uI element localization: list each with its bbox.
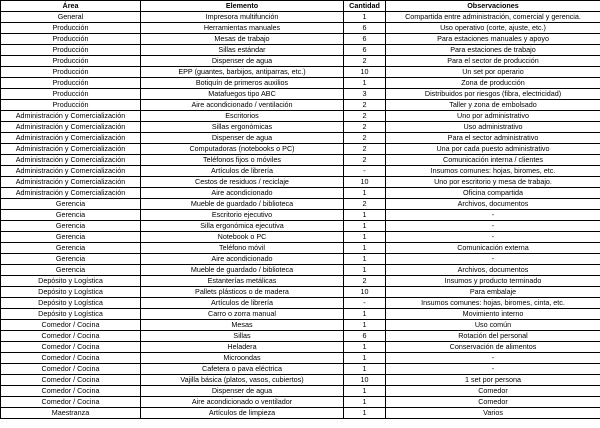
cell-observaciones: - (386, 364, 600, 375)
cell-cantidad: 10 (344, 287, 386, 298)
table-row (1, 210, 600, 221)
cell-cantidad: 2 (344, 133, 386, 144)
cell-area: Producción (1, 67, 141, 78)
cell-elemento: Artículos de limpieza (141, 408, 344, 419)
cell-cantidad: 10 (344, 67, 386, 78)
cell-area: Maestranza (1, 408, 141, 419)
cell-cantidad: 1 (344, 342, 386, 353)
cell-elemento: Pallets plásticos o de madera (141, 287, 344, 298)
cell-cantidad: 2 (344, 111, 386, 122)
cell-observaciones: Uno por escritorio y mesa de trabajo. (386, 177, 600, 188)
cell-area: Producción (1, 56, 141, 67)
cell-elemento: Escritorios (141, 111, 344, 122)
table-row (1, 254, 600, 265)
cell-observaciones: Compartida entre administración, comercial y gerencia. (386, 12, 600, 23)
cell-observaciones: Comunicación externa (386, 243, 600, 254)
table-row (1, 342, 600, 353)
cell-observaciones: Comedor (386, 386, 600, 397)
cell-observaciones: Una por cada puesto administrativo (386, 144, 600, 155)
cell-cantidad: - (344, 166, 386, 177)
cell-cantidad: 6 (344, 23, 386, 34)
table-row (1, 111, 600, 122)
cell-area: Gerencia (1, 265, 141, 276)
cell-elemento: Escritorio ejecutivo (141, 210, 344, 221)
cell-elemento: Heladera (141, 342, 344, 353)
cell-observaciones: Para estaciones de trabajo (386, 45, 600, 56)
cell-observaciones: - (386, 353, 600, 364)
cell-elemento: Artículos de librería (141, 298, 344, 309)
cell-observaciones: Movimiento interno (386, 309, 600, 320)
cell-cantidad: 3 (344, 89, 386, 100)
header-observaciones: Observaciones (386, 1, 600, 12)
cell-area: Depósito y Logística (1, 276, 141, 287)
cell-observaciones: Para el sector de producción (386, 56, 600, 67)
table-body (1, 12, 600, 419)
cell-elemento: Dispenser de agua (141, 56, 344, 67)
cell-observaciones: Uno por administrativo (386, 111, 600, 122)
cell-area: Gerencia (1, 221, 141, 232)
cell-elemento: Herramientas manuales (141, 23, 344, 34)
table-row (1, 100, 600, 111)
cell-cantidad: 1 (344, 221, 386, 232)
table-row (1, 199, 600, 210)
cell-area: Administración y Comercialización (1, 111, 141, 122)
cell-area: Depósito y Logística (1, 298, 141, 309)
cell-elemento: Carro o zorra manual (141, 309, 344, 320)
cell-cantidad: 1 (344, 353, 386, 364)
cell-area: Comedor / Cocina (1, 353, 141, 364)
cell-elemento: Silla ergonómica ejecutiva (141, 221, 344, 232)
table-header (1, 1, 600, 12)
cell-area: Administración y Comercialización (1, 166, 141, 177)
table-row (1, 56, 600, 67)
cell-cantidad: 1 (344, 232, 386, 243)
cell-cantidad: 10 (344, 177, 386, 188)
cell-observaciones: Comedor (386, 397, 600, 408)
cell-area: Comedor / Cocina (1, 397, 141, 408)
cell-observaciones: Rotación del personal (386, 331, 600, 342)
cell-observaciones: Uso operativo (corte, ajuste, etc.) (386, 23, 600, 34)
cell-area: Producción (1, 23, 141, 34)
cell-elemento: Cafetera o pava eléctrica (141, 364, 344, 375)
table-row (1, 386, 600, 397)
cell-elemento: EPP (guantes, barbijos, antiparras, etc.) (141, 67, 344, 78)
cell-cantidad: 1 (344, 12, 386, 23)
cell-cantidad: 2 (344, 276, 386, 287)
cell-elemento: Dispenser de agua (141, 386, 344, 397)
cell-area: Comedor / Cocina (1, 386, 141, 397)
header-cantidad: Cantidad (344, 1, 386, 12)
cell-cantidad: 2 (344, 56, 386, 67)
cell-elemento: Dispenser de agua (141, 133, 344, 144)
cell-elemento: Aire acondicionado / ventilación (141, 100, 344, 111)
table-row (1, 287, 600, 298)
cell-observaciones: Para embalaje (386, 287, 600, 298)
table-row (1, 265, 600, 276)
table-row (1, 45, 600, 56)
cell-cantidad: 2 (344, 122, 386, 133)
cell-elemento: Estanterías metálicas (141, 276, 344, 287)
cell-cantidad: 1 (344, 320, 386, 331)
table-row (1, 320, 600, 331)
table-row (1, 309, 600, 320)
cell-cantidad: 1 (344, 188, 386, 199)
cell-observaciones: - (386, 232, 600, 243)
cell-area: Depósito y Logística (1, 309, 141, 320)
cell-area: Producción (1, 100, 141, 111)
table-row (1, 298, 600, 309)
header-row (1, 1, 600, 12)
table-row (1, 12, 600, 23)
cell-observaciones: Distribuidos por riesgos (fibra, electricidad) (386, 89, 600, 100)
cell-cantidad: 1 (344, 254, 386, 265)
cell-area: Producción (1, 78, 141, 89)
table-row (1, 144, 600, 155)
cell-area: Administración y Comercialización (1, 144, 141, 155)
cell-observaciones: - (386, 210, 600, 221)
cell-observaciones: Oficina compartida (386, 188, 600, 199)
cell-cantidad: 6 (344, 45, 386, 56)
cell-area: Gerencia (1, 243, 141, 254)
cell-area: Administración y Comercialización (1, 155, 141, 166)
table-row (1, 331, 600, 342)
cell-observaciones: Uso administrativo (386, 122, 600, 133)
cell-area: Comedor / Cocina (1, 320, 141, 331)
table-row (1, 364, 600, 375)
cell-elemento: Microondas (141, 353, 344, 364)
cell-observaciones: - (386, 254, 600, 265)
table-row (1, 166, 600, 177)
table-row (1, 122, 600, 133)
cell-cantidad: 2 (344, 199, 386, 210)
table-row (1, 89, 600, 100)
cell-elemento: Sillas estándar (141, 45, 344, 56)
cell-elemento: Teléfono móvil (141, 243, 344, 254)
cell-observaciones: Archivos, documentos (386, 265, 600, 276)
table-row (1, 78, 600, 89)
cell-area: Administración y Comercialización (1, 177, 141, 188)
cell-observaciones: Archivos, documentos (386, 199, 600, 210)
cell-area: Gerencia (1, 254, 141, 265)
cell-cantidad: 6 (344, 331, 386, 342)
table-row (1, 133, 600, 144)
header-elemento: Elemento (141, 1, 344, 12)
cell-elemento: Botiquín de primeros auxilios (141, 78, 344, 89)
cell-cantidad: 2 (344, 100, 386, 111)
cell-area: Administración y Comercialización (1, 122, 141, 133)
cell-observaciones: Conservación de alimentos (386, 342, 600, 353)
header-area: Área (1, 1, 141, 12)
cell-elemento: Aire acondicionado (141, 254, 344, 265)
cell-cantidad: 1 (344, 386, 386, 397)
cell-area: Comedor / Cocina (1, 375, 141, 386)
cell-observaciones: Insumos comunes: hojas, biromes, cinta, etc. (386, 298, 600, 309)
cell-area: Administración y Comercialización (1, 188, 141, 199)
cell-observaciones: - (386, 221, 600, 232)
cell-cantidad: 1 (344, 408, 386, 419)
table-row (1, 23, 600, 34)
cell-observaciones: Taller y zona de embolsado (386, 100, 600, 111)
table-row (1, 188, 600, 199)
table-row (1, 155, 600, 166)
cell-elemento: Vajilla básica (platos, vasos, cubiertos) (141, 375, 344, 386)
table-row (1, 353, 600, 364)
table-row (1, 276, 600, 287)
table-row (1, 232, 600, 243)
cell-area: General (1, 12, 141, 23)
table-row (1, 408, 600, 419)
cell-area: Producción (1, 89, 141, 100)
cell-area: Comedor / Cocina (1, 364, 141, 375)
cell-area: Gerencia (1, 232, 141, 243)
cell-elemento: Cestos de residuos / reciclaje (141, 177, 344, 188)
cell-cantidad: 2 (344, 144, 386, 155)
cell-cantidad: 1 (344, 364, 386, 375)
cell-area: Producción (1, 34, 141, 45)
table-row (1, 34, 600, 45)
cell-observaciones: Varios (386, 408, 600, 419)
cell-observaciones: Uso común (386, 320, 600, 331)
cell-cantidad: 2 (344, 155, 386, 166)
cell-cantidad: 6 (344, 34, 386, 45)
table-row (1, 67, 600, 78)
cell-cantidad: 10 (344, 375, 386, 386)
cell-elemento: Artículos de librería (141, 166, 344, 177)
cell-elemento: Impresora multifunción (141, 12, 344, 23)
cell-area: Producción (1, 45, 141, 56)
table-row (1, 243, 600, 254)
cell-area: Comedor / Cocina (1, 331, 141, 342)
cell-elemento: Sillas ergonómicas (141, 122, 344, 133)
cell-elemento: Notebook o PC (141, 232, 344, 243)
table-row (1, 397, 600, 408)
cell-elemento: Mueble de guardado / biblioteca (141, 265, 344, 276)
cell-cantidad: 1 (344, 265, 386, 276)
cell-observaciones: 1 set por persona (386, 375, 600, 386)
table-row (1, 177, 600, 188)
cell-cantidad: 1 (344, 309, 386, 320)
cell-observaciones: Zona de producción (386, 78, 600, 89)
table-row (1, 375, 600, 386)
cell-elemento: Sillas (141, 331, 344, 342)
cell-cantidad: 1 (344, 243, 386, 254)
cell-elemento: Computadoras (notebooks o PC) (141, 144, 344, 155)
cell-observaciones: Para estaciones manuales y apoyo (386, 34, 600, 45)
cell-area: Gerencia (1, 210, 141, 221)
cell-elemento: Mesas (141, 320, 344, 331)
cell-cantidad: - (344, 298, 386, 309)
cell-elemento: Aire acondicionado (141, 188, 344, 199)
cell-elemento: Mesas de trabajo (141, 34, 344, 45)
cell-observaciones: Insumos y producto terminado (386, 276, 600, 287)
cell-area: Depósito y Logística (1, 287, 141, 298)
cell-area: Gerencia (1, 199, 141, 210)
cell-elemento: Mueble de guardado / biblioteca (141, 199, 344, 210)
cell-elemento: Aire acondicionado o ventilador (141, 397, 344, 408)
cell-observaciones: Comunicación interna / clientes (386, 155, 600, 166)
cell-cantidad: 1 (344, 78, 386, 89)
cell-elemento: Matafuegos tipo ABC (141, 89, 344, 100)
table-row (1, 221, 600, 232)
cell-observaciones: Insumos comunes: hojas, biromes, etc. (386, 166, 600, 177)
cell-cantidad: 1 (344, 397, 386, 408)
cell-elemento: Teléfonos fijos o móviles (141, 155, 344, 166)
cell-observaciones: Un set por operario (386, 67, 600, 78)
cell-cantidad: 1 (344, 210, 386, 221)
cell-area: Comedor / Cocina (1, 342, 141, 353)
cell-observaciones: Para el sector administrativo (386, 133, 600, 144)
cell-area: Administración y Comercialización (1, 133, 141, 144)
